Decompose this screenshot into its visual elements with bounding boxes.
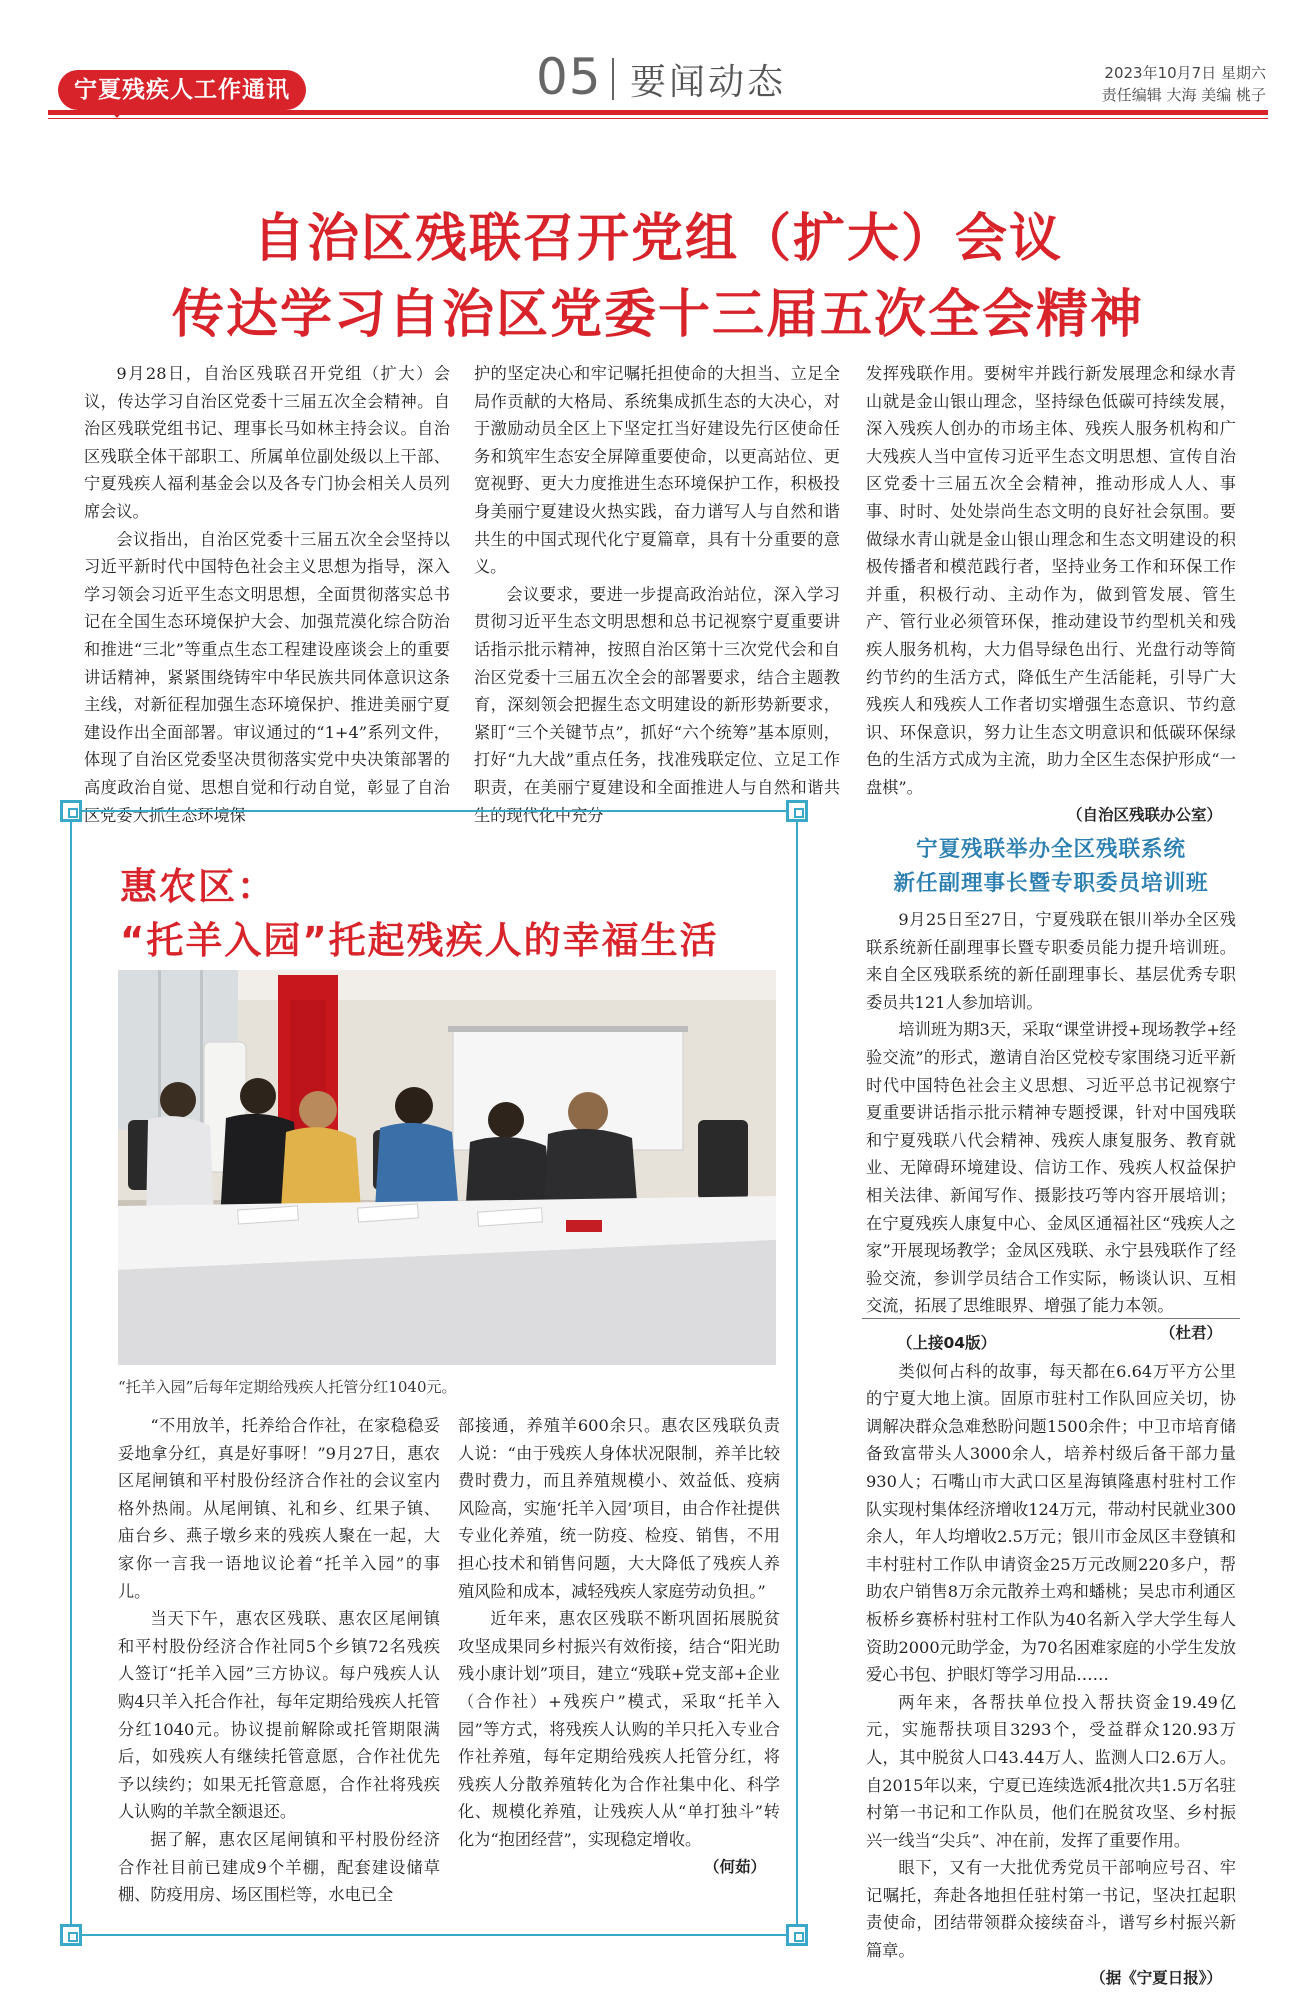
photo-caption: “托羊入园”后每年定期给残疾人托管分红1040元。: [118, 1378, 457, 1396]
training-headline-line2: 新任副理事长暨专职委员培训班: [893, 871, 1209, 896]
section-title: 要闻动态: [630, 62, 787, 103]
article-divider: [862, 1318, 1240, 1319]
paragraph: “不用放羊，托养给合作社，在家稳稳妥妥地拿分红，真是好事呀！”9月27日，惠农区尾闸镇和平村股份经济合作社的会议室内格外热闹。从尾闸镇、礼和乡、红果子镇、庙台乡、燕子墩乡来的残疾人聚在一起，大家你一言我一语地议论着“托羊入园”的事儿。: [118, 1416, 440, 1601]
frame-corner-ornament-icon: [60, 800, 82, 822]
main-article-column-3: [866, 360, 1236, 829]
feature-column-2: [458, 1412, 780, 1881]
paragraph: 近年来，惠农区残联不断巩固拓展脱贫攻坚成果同乡村振兴有效衔接，结合“阳光助残小康计划”项目，建立“残联+党支部+企业（合作社）+残疾户”模式，采取“托羊入园”等方式，将残疾人认购的羊只托入专业合作社养殖，每年定期给残疾人托管分红，将残疾人分散养殖转化为合作社集中化、科学化、规模化养殖，让残疾人从“单打独斗”转化为“抱团经营”，实现稳定增收。: [458, 1609, 780, 1849]
feature-headline-line2: “托羊入园”托起残疾人的幸福生活: [120, 919, 719, 962]
page-number: 05: [536, 48, 602, 106]
paragraph: 类似何占科的故事，每天都在6.64万平方公里的宁夏大地上演。固原市驻村工作队回应关切，协调解决群众急难愁盼问题1500余件；中卫市培育储备致富带头人3000余人，培养村级后备干部力量930人；石嘴山市大武口区星海镇隆惠村驻村工作队实现村集体经济增收124万元，带动村民就业300余人，年人均增收2.5万元；银川市金凤区丰登镇和丰村驻村工作队申请资金25万元改厕220多户，帮助农户销售8万余元散养土鸡和蟠桃；吴忠市利通区板桥乡赛桥村驻村工作队为40名新入学大学生每人资助2000元助学金，为70名困难家庭的小学生发放爱心书包、护眼灯等学习用品……: [866, 1361, 1236, 1685]
paragraph: 发挥残联作用。要树牢并践行新发展理念和绿水青山就是金山银山理念，坚持绿色低碳可持续发展，深入残疾人创办的市场主体、残疾人服务机构和广大残疾人当中宣传习近平生态文明思想、宣传自治区党委十三届五次全会精神，推动形成人人、事事、时时、处处崇尚生态文明的良好社会氛围。要做绿水青山就是金山银山理念和生态文明建设的积极传播者和模范践行者，坚持业务工作和环保工作并重，积极行动、主动作为，做到管发展、管生产、管行业必须管环保，推动建设节约型机关和残疾人服务机构，大力倡导绿色出行、光盘行动等简约节约的生活方式，降低生产生活能耗，引导广大残疾人和残疾人工作者切实增强生态意识、节约意识、环保意识，努力让生态文明意识和低碳环保绿色的生活方式成为主流，助力全区生态保护形成“一盘棋”。: [866, 364, 1236, 797]
feature-photo: [118, 970, 776, 1365]
feature-headline-line1: 惠农区：: [120, 865, 276, 908]
main-article-column-2: [474, 360, 840, 829]
training-headline-line1: 宁夏残联举办全区残联系统: [915, 837, 1186, 862]
editor-credits: 责任编辑 大海 美编 桃子: [1101, 86, 1266, 104]
paragraph: 护的坚定决心和牢记嘱托担使命的大担当、立足全局作贡献的大格局、系统集成抓生态的大决心，对于激励动员全区上下坚定扛当好建设先行区使命任务和筑牢生态安全屏障重要使命，以更高站位、更宽视野、更大力度推进生态环境保护工作，积极投身美丽宁夏建设火热实践，奋力谱写人与自然和谐共生的中国式现代化宁夏篇章，具有十分重要的意义。: [474, 364, 840, 577]
paragraph: 当天下午，惠农区残联、惠农区尾闸镇和平村股份经济合作社同5个乡镇72名残疾人签订“托羊入园”三方协议。每户残疾人认购4只羊入托合作社，每年定期给残疾人托管分红1040元。协议提前解除或托管期限满后，如残疾人有继续托管意愿，合作社优先予以续约；如果无托管意愿，合作社将残疾人认购的羊款全额退还。: [118, 1609, 440, 1822]
paragraph: 据了解，惠农区尾闸镇和平村股份经济合作社目前已建成9个羊棚，配套建设储草棚、防疫用房、场区围栏等，水电已全: [118, 1829, 440, 1905]
feature-signature: （何茹）: [703, 1857, 766, 1876]
header-rule-thin: [48, 118, 1268, 119]
frame-corner-ornament-icon: [786, 800, 808, 822]
main-article-signature: （自治区残联办公室）: [1066, 805, 1222, 824]
main-headline-line1: 自治区残联召开党组（扩大）会议: [252, 209, 1063, 269]
header-divider: [612, 58, 614, 100]
frame-corner-ornament-icon: [60, 1924, 82, 1946]
paragraph: 培训班为期3天，采取“课堂讲授+现场教学+经验交流”的形式，邀请自治区党校专家围绕习近平新时代中国特色社会主义思想、习近平总书记视察宁夏重要讲话指示批示精神专题授课，针对中国残联和宁夏残联八代会精神、残疾人康复服务、教育就业、无障碍环境建设、信访工作、残疾人权益保护相关法律、新闻写作、摄影技巧等内容开展培训；在宁夏残疾人康复中心、金凤区通福社区“残疾人之家”开展现场教学；金凤区残联、永宁县残联作了经验交流，参训学员结合工作实际，畅谈认识、互相交流，拓展了思维眼界、增强了能力本领。: [866, 1020, 1236, 1316]
paragraph: 会议要求，要进一步提高政治站位，深入学习贯彻习近平生态文明思想和总书记视察宁夏重要讲话指示批示精神，按照自治区第十三次党代会和自治区党委十三届五次全会的部署要求，结合主题教育，深刻领会把握生态文明建设的新形势新要求，紧盯“三个关键节点”，抓好“六个统筹”基本原则，打好“九大战”重点任务，找准残联定位、立足工作职责，在美丽宁夏建设和全面推进人与自然和谐共生的现代化中充分: [474, 584, 840, 825]
continued-article-body: [866, 1330, 1236, 1992]
publication-badge: 宁夏残疾人工作通讯: [58, 70, 306, 110]
paragraph: 眼下，又有一大批优秀党员干部响应号召、牢记嘱托，奔赴各地担任驻村第一书记，坚决扛起职责使命，团结带领群众接续奋斗，谱写乡村振兴新篇章。: [866, 1858, 1236, 1961]
continued-signature: （据《宁夏日报》）: [1090, 1968, 1222, 1987]
training-signature: （杜君）: [1159, 1323, 1222, 1342]
masthead: [0, 0, 1310, 120]
paragraph: 9月28日，自治区残联召开党组（扩大）会议，传达学习自治区党委十三届五次全会精神。自治区残联党组书记、理事长马如林主持会议。自治区残联全体干部职工、所属单位副处级以上干部、宁夏残疾人福利基金会以及各专门协会相关人员列席会议。: [84, 364, 450, 521]
training-article-body: [866, 906, 1236, 1348]
continued-label: （上接04版）: [897, 1334, 997, 1352]
paragraph: 9月25日至27日，宁夏残联在银川举办全区残联系统新任副理事长暨专职委员能力提升培训班。来自全区残联系统的新任副理事长、基层优秀专职委员共121人参加培训。: [866, 910, 1236, 1012]
frame-corner-ornament-icon: [786, 1924, 808, 1946]
paragraph: 两年来，各帮扶单位投入帮扶资金19.49亿元，实施帮扶项目3293个，受益群众120.93万人，其中脱贫人口43.44万人、监测人口2.6万人。自2015年以来，宁夏已连续选派4批次共1.5万名驻村第一书记和工作队员，他们在脱贫攻坚、乡村振兴一线当“尖兵”、冲在前，发挥了重要作用。: [866, 1692, 1236, 1850]
main-article-column-1: [84, 360, 450, 829]
feature-column-1: [118, 1412, 440, 1909]
header-rule: [48, 110, 1268, 115]
paragraph: 会议指出，自治区党委十三届五次全会坚持以习近平新时代中国特色社会主义思想为指导，深入学习领会习近平生态文明思想，全面贯彻落实总书记在全国生态环境保护大会、加强荒漠化综合防治和推进“三北”等重点生态工程建设座谈会上的重要讲话精神，紧紧围绕铸牢中华民族共同体意识这条主线，对新征程加强生态环境保护、推进美丽宁夏建设作出全面部署。审议通过的“1+4”系列文件，体现了自治区党委坚决贯彻落实党中央决策部署的高度政治自觉、思想自觉和行动自觉，彰显了自治区党委大抓生态环境保: [84, 529, 450, 825]
issue-date: 2023年10月7日 星期六: [1104, 64, 1266, 82]
paragraph: 部接通，养殖羊600余只。惠农区残联负责人说：“由于残疾人身体状况限制，养羊比较费时费力，而且养殖规模小、效益低、疫病风险高，实施‘托羊入园’项目，由合作社提供专业化养殖，统一防疫、检疫、销售，不用担心技术和销售问题，大大降低了残疾人养殖风险和成本，减轻残疾人家庭劳动负担。”: [458, 1416, 780, 1601]
main-headline-line2: 传达学习自治区党委十三届五次全会精神: [171, 285, 1144, 345]
